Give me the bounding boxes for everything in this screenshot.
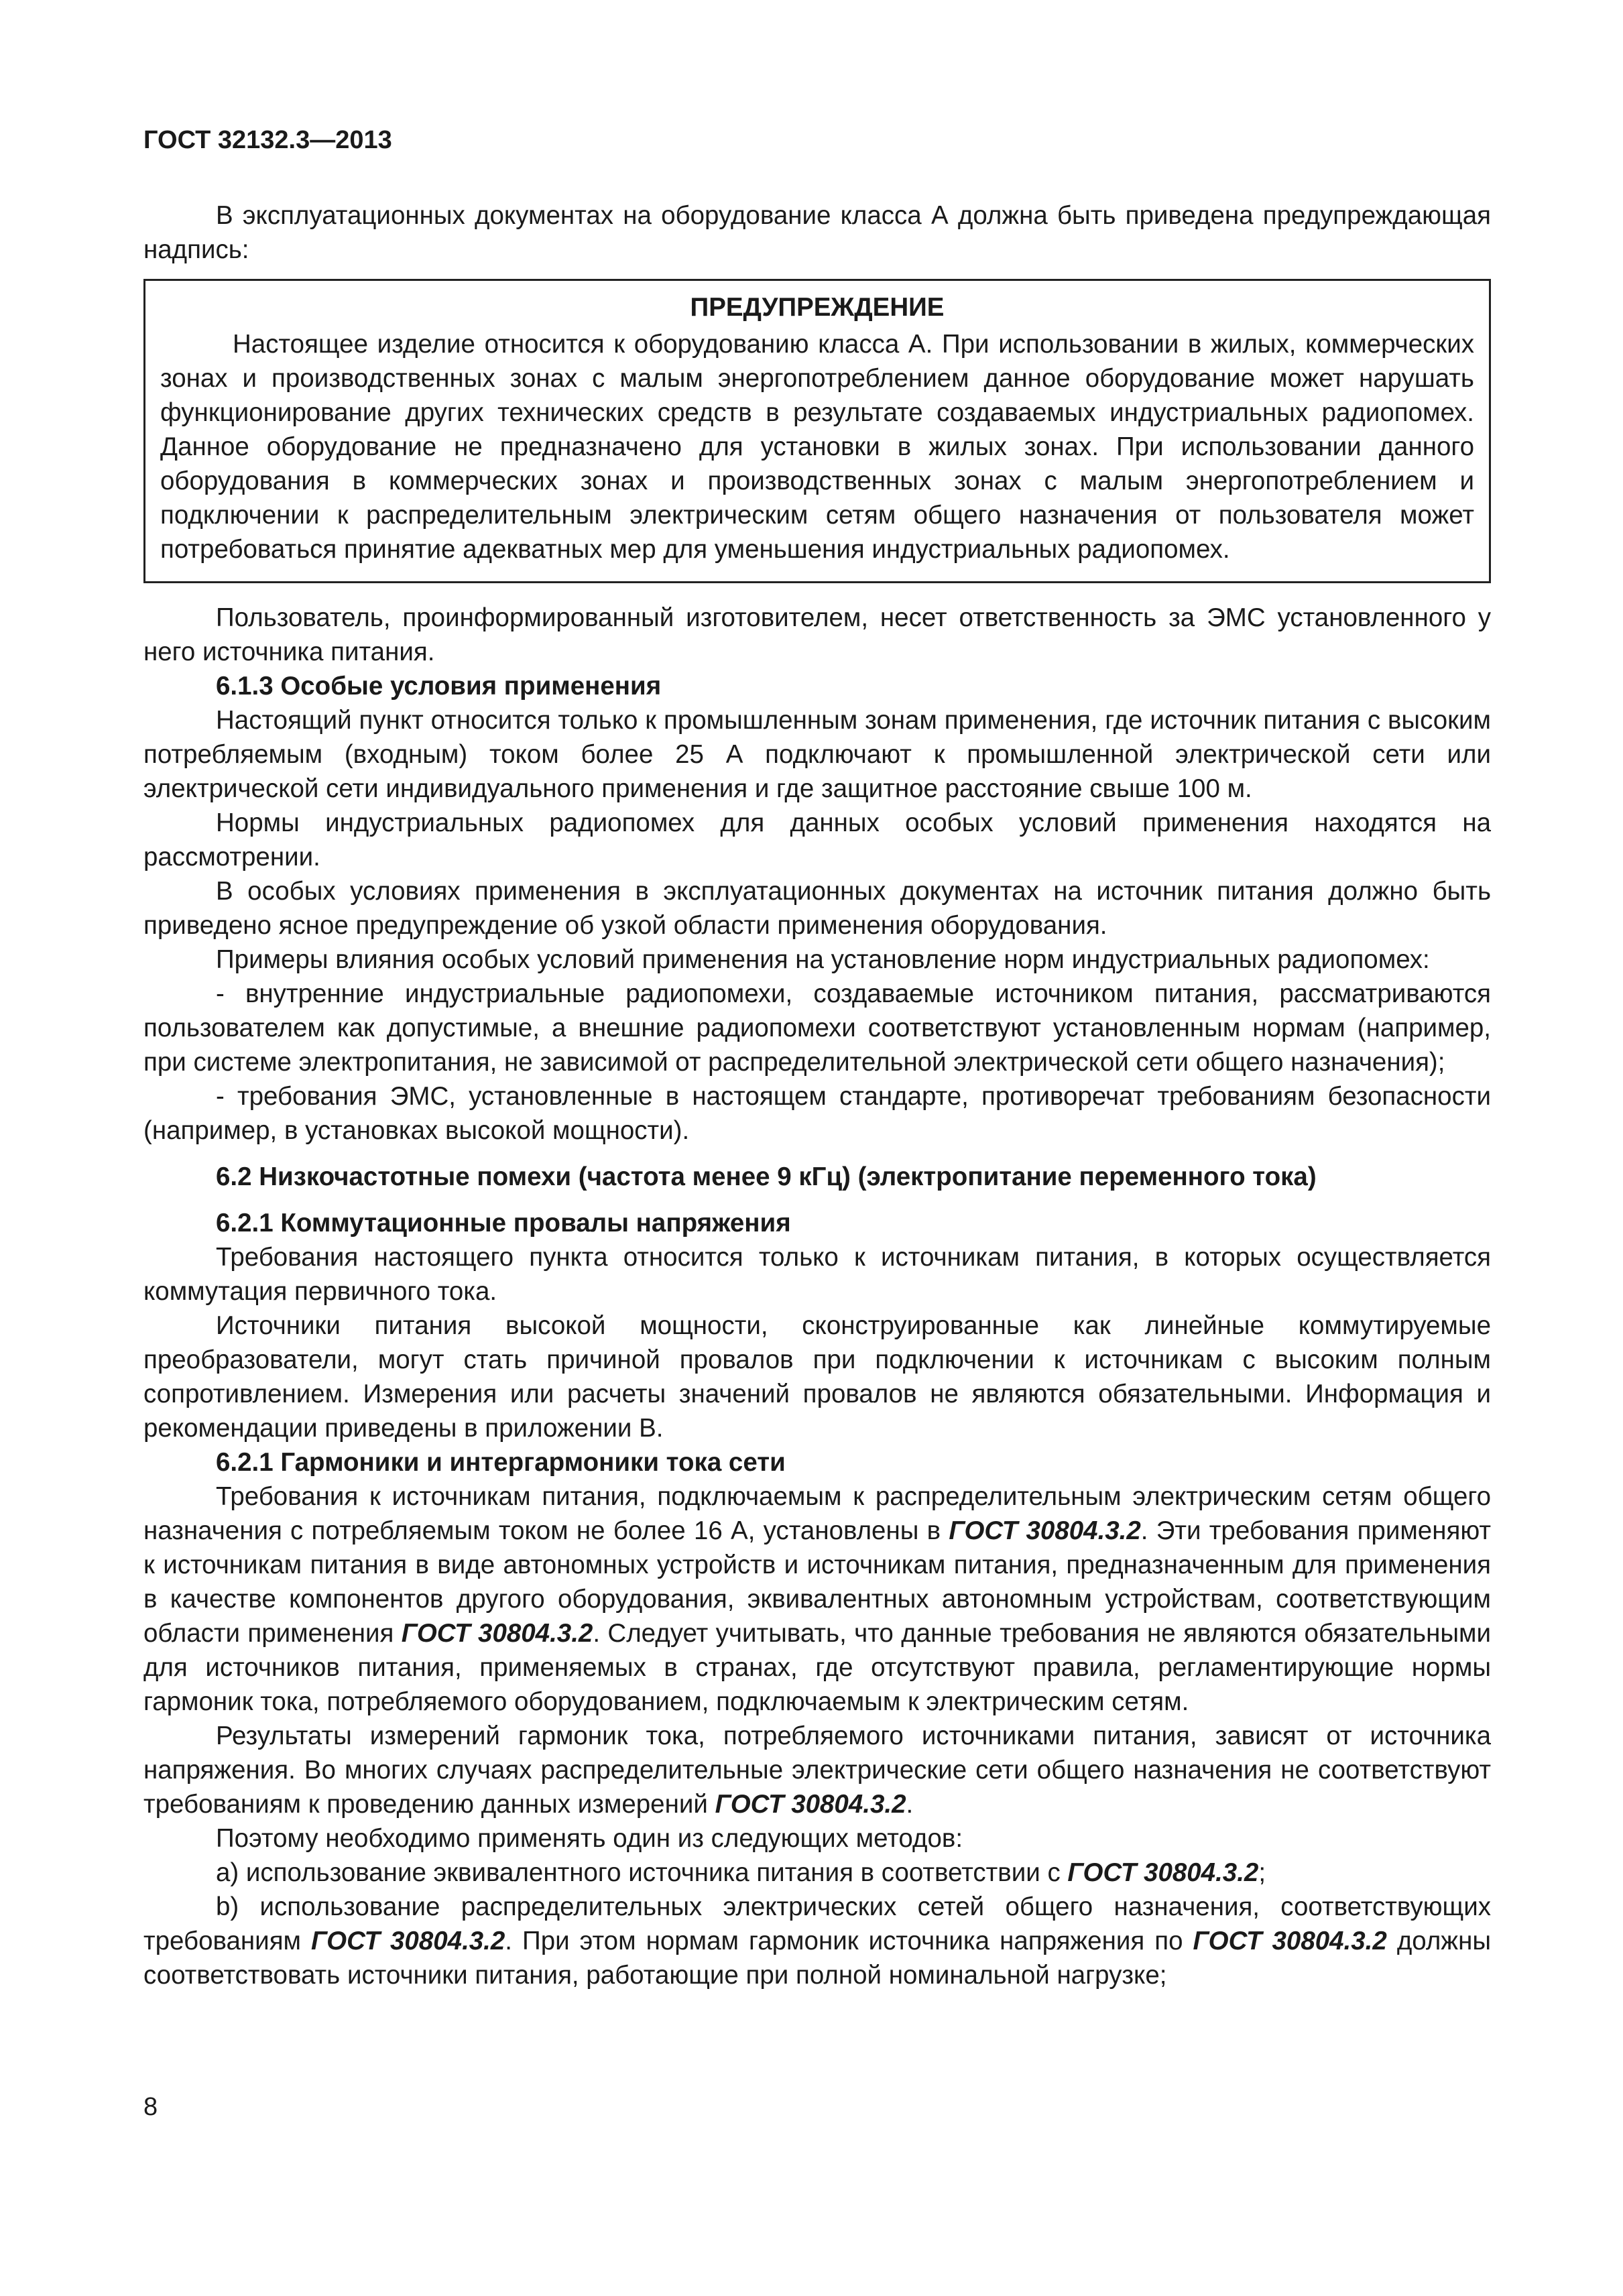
section-heading-6-2: 6.2 Низкочастотные помехи (частота менее 9 кГц) (электропитание переменного тока) [216, 1162, 1317, 1191]
list-item [143, 1890, 1491, 1992]
document-header: ГОСТ 32132.3—2013 [143, 126, 392, 154]
paragraph [143, 1479, 1491, 1719]
standard-reference: ГОСТ 30804.3.2 [1193, 1927, 1387, 1955]
standard-reference: ГОСТ 30804.3.2 [1067, 1858, 1259, 1887]
text-run: Требования к источникам питания, подключаемым к распределительным электрическим сетям общего назначения с потребляемым током не более 16 А, установлены в [143, 1482, 1491, 1545]
standard-reference: ГОСТ 30804.3.2 [311, 1927, 505, 1955]
standard-reference: ГОСТ 30804.3.2 [949, 1516, 1141, 1545]
text-run: . При этом нормам гармоник источника напряжения по [505, 1927, 1193, 1955]
text-run: должны соответствовать источники питания, работающие при полной номинальной нагрузке; [143, 1927, 1491, 1990]
paragraph: Нормы индустриальных радиопомех для данных особых условий применения находятся на рассмотрении. [143, 808, 1491, 871]
paragraph [143, 1719, 1491, 1821]
standard-reference: ГОСТ 30804.3.2 [401, 1619, 593, 1648]
intro-paragraph: В эксплуатационных документах на оборудование класса А должна быть приведена предупреждающая надпись: [143, 201, 1491, 264]
warning-box [143, 279, 1491, 583]
text-run: . Эти требования применяют к источникам питания в виде автономных устройств и источникам питания, предназначенным для применения в качестве компонентов другого оборудования, эквивалентных автономным устройствам, соответствующим области применения [143, 1516, 1491, 1648]
list-item: - требования ЭМС, установленные в настоящем стандарте, противоречат требованиям безопасности (например, в установках высокой мощности). [143, 1082, 1491, 1145]
section-heading-6-2-1-harmonics: 6.2.1 Гармоники и интергармоники тока сети [216, 1448, 786, 1477]
section-heading-6-2-1-dips: 6.2.1 Коммутационные провалы напряжения [216, 1209, 791, 1237]
text-run: а) использование эквивалентного источника питания в соответствии с [216, 1858, 1068, 1887]
paragraph: Источники питания высокой мощности, сконструированные как линейные коммутируемые преобразователи, могут стать причиной провалов при подключении к источникам с высоким полным сопротивлением. Измерения или расчеты значений провалов не являются обязательными. Информация и рекомендации приведены в приложении В. [143, 1311, 1491, 1443]
warning-text: Настоящее изделие относится к оборудованию класса А. При использовании в жилых, коммерческих зонах и производственных зонах с малым энергопотреблением данное оборудование может нарушать функционирование других технических средств в результате создаваемых индустриальных радиопомех. Данное оборудование не предназначено для установки в жилых зонах. При использовании данного оборудования в коммерческих зонах и производственных зонах с малым энергопотреблением и подключении к распределительным электрическим сетям общего назначения от пользователя может потребоваться принятие адекватных мер для уменьшения индустриальных радиопомех. [160, 330, 1474, 564]
list-item [143, 1856, 1491, 1890]
paragraph: Поэтому необходимо применять один из следующих методов: [216, 1824, 963, 1853]
paragraph: Примеры влияния особых условий применения на установление норм индустриальных радиопомех: [216, 945, 1430, 974]
list-item: - внутренние индустриальные радиопомехи, создаваемые источником питания, рассматриваются пользователем как допустимые, а внешние радиопомехи соответствуют установленным нормам (например, при системе электропитания, не зависимой от распределительной электрической сети общего назначения); [143, 979, 1491, 1077]
user-paragraph: Пользователь, проинформированный изготовителем, несет ответственность за ЭМС установленного у него источника питания. [143, 603, 1491, 666]
paragraph: Настоящий пункт относится только к промышленным зонам применения, где источник питания с высоким потребляемым (входным) током более 25 А подключают к промышленной электрической сети или электрической сети индивидуального применения и где защитное расстояние свыше 100 м. [143, 706, 1491, 803]
document-body [143, 198, 1491, 1992]
standard-reference: ГОСТ 30804.3.2 [715, 1790, 906, 1819]
paragraph: Требования настоящего пункта относится только к источникам питания, в которых осуществляется коммутация первичного тока. [143, 1243, 1491, 1306]
text-run: ; [1258, 1858, 1266, 1887]
text-run: Результаты измерений гармоник тока, потребляемого источниками питания, зависят от источника напряжения. Во многих случаях распределительные электрические сети общего назначения не соответствуют требованиям к проведению данных измерений [143, 1721, 1491, 1819]
text-run: b) использование распределительных электрических сетей общего назначения, соответствующих требованиям [143, 1892, 1491, 1955]
paragraph: В особых условиях применения в эксплуатационных документах на источник питания должно быть приведено ясное предупреждение об узкой области применения оборудования. [143, 877, 1491, 940]
text-run: . Следует учитывать, что данные требования не являются обязательными для источников питания, применяемых в странах, где отсутствуют правила, регламентирующие нормы гармоник тока, потребляемого оборудованием, подключаемым к электрическим сетям. [143, 1619, 1491, 1716]
text-run: . [906, 1790, 914, 1819]
section-heading-6-1-3: 6.1.3 Особые условия применения [216, 672, 662, 701]
warning-title: ПРЕДУПРЕЖДЕНИЕ [690, 293, 945, 322]
page-number: 8 [143, 2093, 158, 2121]
